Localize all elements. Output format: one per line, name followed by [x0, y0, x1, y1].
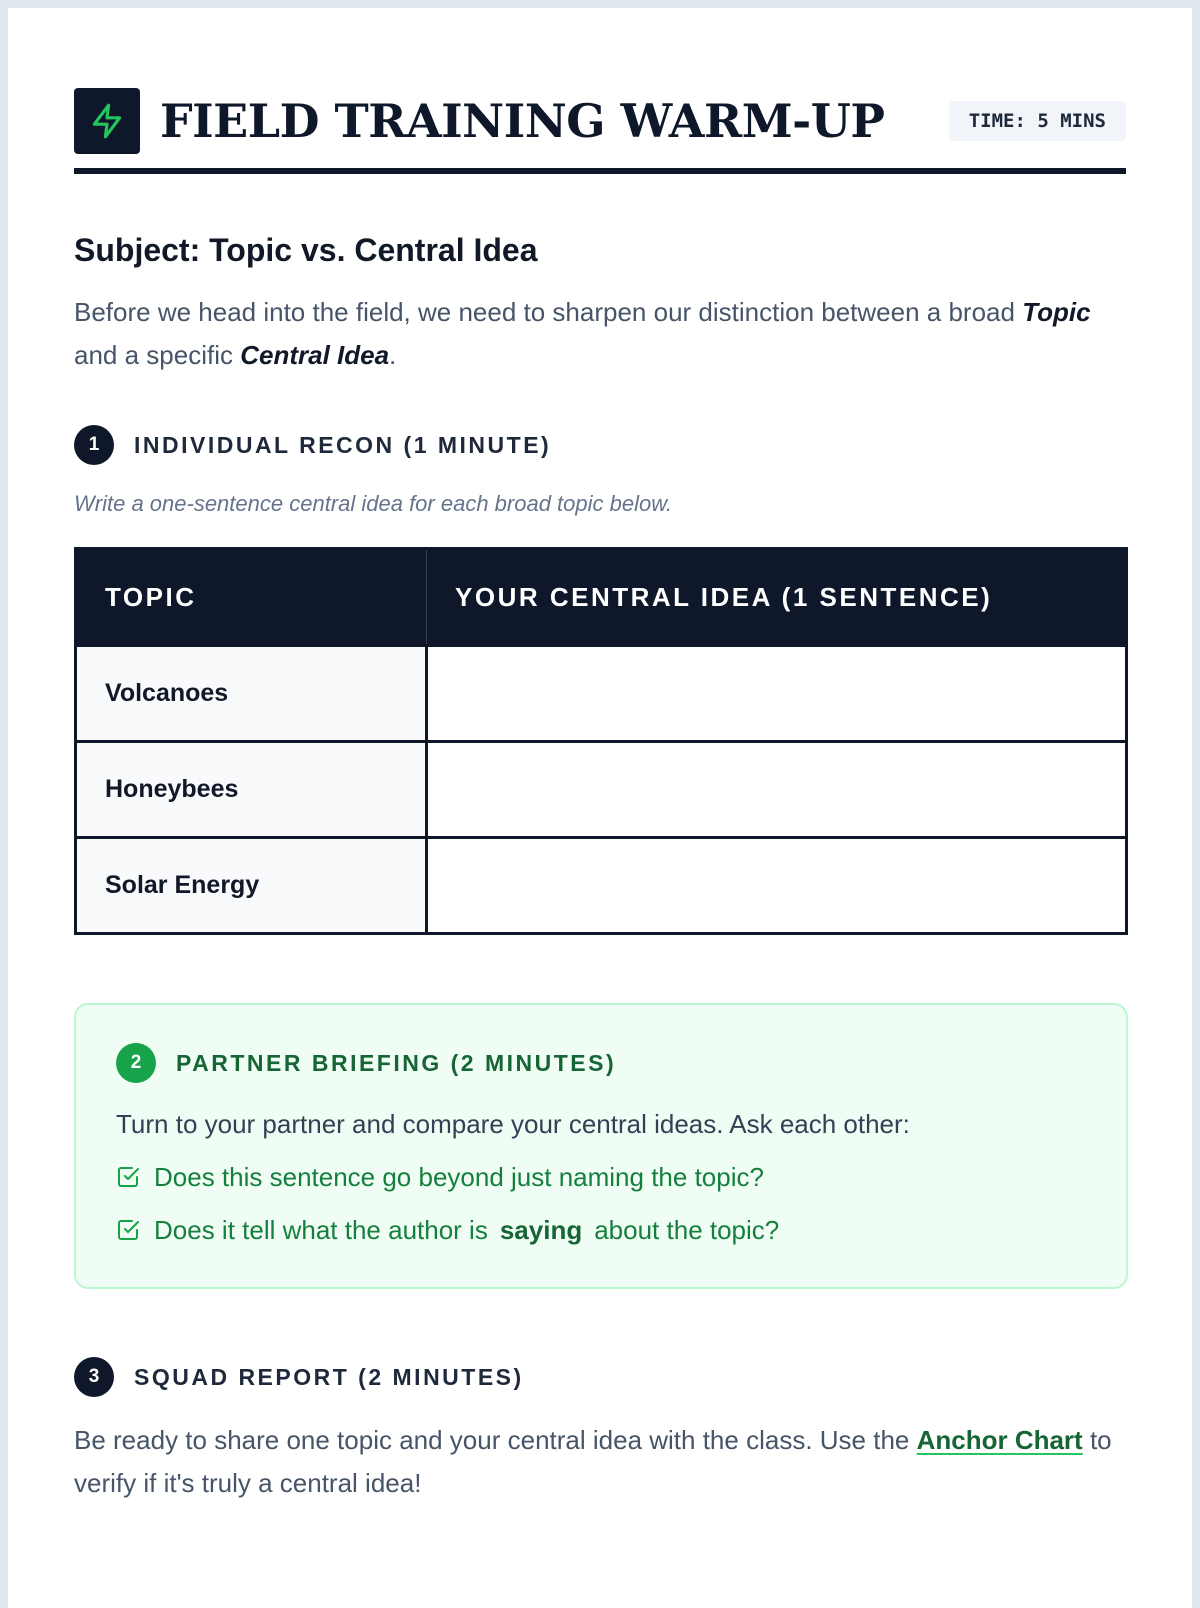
section-1-title: INDIVIDUAL RECON (1 MINUTE) — [134, 431, 552, 458]
intro-text-1: Before we head into the field, we need to sharpen our distinction between a broad — [74, 297, 1023, 327]
step-number-badge: 3 — [74, 1357, 114, 1397]
squad-text-2: to verify if it's truly a central idea! — [74, 1425, 1112, 1498]
checklist-item-text-end: about the topic? — [594, 1214, 780, 1245]
checklist-emphasis: saying — [499, 1214, 583, 1245]
topic-cell: Honeybees — [76, 742, 427, 838]
topic-term: Topic — [1022, 297, 1091, 327]
partner-checklist — [116, 1160, 1086, 1247]
anchor-chart-link[interactable]: Anchor Chart — [916, 1425, 1083, 1455]
central-idea-term: Central Idea — [240, 340, 390, 370]
lightning-bolt-icon — [74, 88, 140, 154]
squad-report-paragraph — [74, 1419, 1126, 1505]
column-header-topic: TOPIC — [76, 549, 427, 646]
checkbox-check-icon — [116, 1165, 140, 1189]
checklist-item-text: Does it tell what the author is — [154, 1214, 488, 1245]
step-number-badge: 1 — [74, 425, 114, 465]
section-1-instruction: Write a one-sentence central idea for each broad topic below. — [74, 491, 673, 516]
section-3-heading — [74, 1357, 1126, 1397]
section-1-heading — [74, 425, 1126, 465]
central-idea-answer-cell[interactable] — [427, 646, 1127, 742]
intro-paragraph — [74, 291, 1126, 377]
page-title: FIELD TRAINING WARM-UP — [160, 94, 885, 148]
recon-table — [74, 547, 1128, 935]
table-row — [76, 646, 1127, 742]
checklist-item — [116, 1160, 1086, 1194]
table-header-row — [76, 549, 1127, 646]
header — [74, 8, 1126, 174]
column-header-central-idea: YOUR CENTRAL IDEA (1 SENTENCE) — [427, 549, 1127, 646]
checkbox-check-icon — [116, 1218, 140, 1242]
table-row — [76, 838, 1127, 934]
time-badge: TIME: 5 MINS — [949, 101, 1126, 141]
intro-text-2: and a specific — [74, 340, 241, 370]
section-2-title: PARTNER BRIEFING (2 MINUTES) — [176, 1049, 617, 1076]
header-left — [74, 88, 884, 154]
central-idea-answer-cell[interactable] — [427, 742, 1127, 838]
section-3-title: SQUAD REPORT (2 MINUTES) — [134, 1363, 524, 1390]
partner-briefing-card — [74, 1003, 1128, 1289]
topic-cell: Volcanoes — [76, 646, 427, 742]
table-row — [76, 742, 1127, 838]
step-number-badge: 2 — [116, 1043, 156, 1083]
intro-text-3: . — [389, 340, 397, 370]
section-2-heading — [116, 1043, 1086, 1083]
central-idea-answer-cell[interactable] — [427, 838, 1127, 934]
checklist-item-text: Does this sentence go beyond just naming the topic? — [154, 1161, 764, 1192]
squad-text-1: Be ready to share one topic and your central idea with the class. Use the — [74, 1425, 917, 1455]
topic-cell: Solar Energy — [76, 838, 427, 934]
partner-instruction: Turn to your partner and compare your central ideas. Ask each other: — [116, 1109, 910, 1139]
worksheet-page — [8, 8, 1192, 1608]
subject-heading: Subject: Topic vs. Central Idea — [74, 232, 538, 268]
checklist-item — [116, 1213, 1086, 1247]
